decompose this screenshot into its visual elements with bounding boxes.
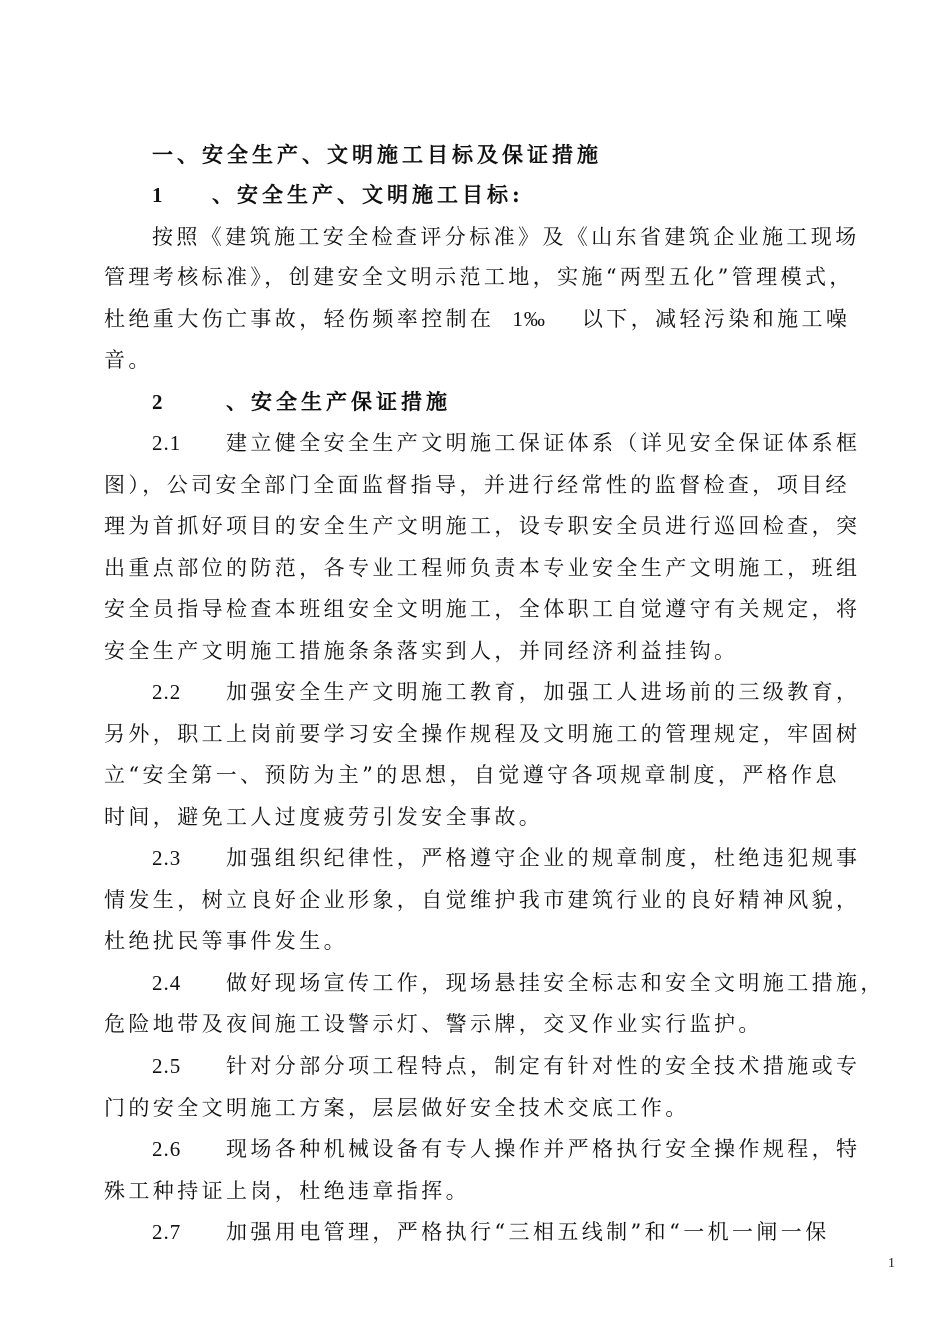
section-title: 一、安全生产、文明施工目标及保证措施: [152, 142, 602, 167]
item-number: 2.6: [152, 1137, 182, 1161]
paragraph-line: 殊工种持证上岗，杜绝违章指挥。: [104, 1179, 470, 1203]
paragraph-line: 危险地带及夜间施工设警示灯、警示牌，交叉作业实行监护。: [104, 1012, 763, 1036]
paragraph-line: 情发生，树立良好企业形象，自觉维护我市建筑行业的良好精神风貌，: [104, 888, 861, 912]
subsection-1-heading: [152, 180, 950, 210]
item-number: 2.4: [152, 971, 182, 995]
item-text: 加强用电管理，严格执行“三相五线制”和“一机一闸一保: [226, 1220, 830, 1244]
subsection-2-title: 、安全生产保证措施: [226, 389, 451, 414]
item-number: 2.7: [152, 1220, 182, 1244]
subsection-2-heading: [152, 387, 950, 417]
paragraph-line: 安全生产文明施工措施条条落实到人，并同经济利益挂钩。: [104, 639, 739, 663]
item-first-line: [152, 1217, 950, 1247]
item-text: 现场各种机械设备有专人操作并严格执行安全操作规程，特: [226, 1137, 861, 1161]
item-first-line: [152, 1051, 950, 1081]
item-first-line: [152, 968, 950, 998]
paragraph-line: 音。: [104, 348, 153, 372]
item-first-line: [152, 677, 950, 707]
paragraph-line: 管理考核标准》，创建安全文明示范工地，实施“两型五化”管理模式，: [104, 265, 854, 289]
item-number: 2.5: [152, 1054, 182, 1078]
item-first-line: [152, 1134, 950, 1164]
item-text: 针对分部分项工程特点，制定有针对性的安全技术措施或专: [226, 1054, 861, 1078]
paragraph-line: 出重点部位的防范，各专业工程师负责本专业安全生产文明施工，班组: [104, 556, 861, 580]
subsection-2-number: 2: [152, 390, 167, 414]
item-text: 建立健全安全生产文明施工保证体系（详见安全保证体系框: [226, 431, 861, 455]
subsection-1-title: 、安全生产、文明施工目标:: [212, 182, 524, 207]
item-first-line: [152, 428, 950, 458]
paragraph-text: 以下，减轻污染和施工噪: [581, 307, 851, 331]
paragraph-line: 理为首抓好项目的安全生产文明施工，设专职安全员进行巡回检查，突: [104, 514, 861, 538]
item-number: 2.3: [152, 846, 182, 870]
paragraph-text: 杜绝重大伤亡事故，轻伤频率控制在: [104, 307, 495, 331]
paragraph-line: 安全员指导检查本班组安全文明施工，全体职工自觉遵守有关规定，将: [104, 597, 861, 621]
item-number: 2.1: [152, 431, 182, 455]
paragraph-line: 立“安全第一、预防为主”的思想，自觉遵守各项规章制度，严格作息: [104, 763, 840, 787]
item-text: 加强组织纪律性，严格遵守企业的规章制度，杜绝违犯规事: [226, 846, 861, 870]
item-first-line: [152, 843, 950, 873]
paragraph-line: 按照《建筑施工安全检查评分标准》及《山东省建筑企业施工现场: [152, 225, 860, 249]
injury-rate: 1‰: [512, 307, 546, 331]
subsection-1-number: 1: [152, 183, 167, 207]
item-text: 做好现场宣传工作，现场悬挂安全标志和安全文明施工措施，: [226, 971, 885, 995]
paragraph-line: [104, 304, 904, 334]
item-text: 加强安全生产文明施工教育，加强工人进场前的三级教育，: [226, 680, 861, 704]
paragraph-line: 杜绝扰民等事件发生。: [104, 929, 348, 953]
paragraph-line: 图），公司安全部门全面监督指导，并进行经常性的监督检查，项目经: [104, 473, 850, 497]
paragraph-line: 另外，职工上岗前要学习安全操作规程及文明施工的管理规定，牢固树: [104, 722, 861, 746]
paragraph-line: 时间，避免工人过度疲劳引发安全事故。: [104, 805, 544, 829]
page-number: 1: [888, 1256, 895, 1271]
paragraph-line: 门的安全文明施工方案，层层做好安全技术交底工作。: [104, 1096, 690, 1120]
item-number: 2.2: [152, 680, 182, 704]
